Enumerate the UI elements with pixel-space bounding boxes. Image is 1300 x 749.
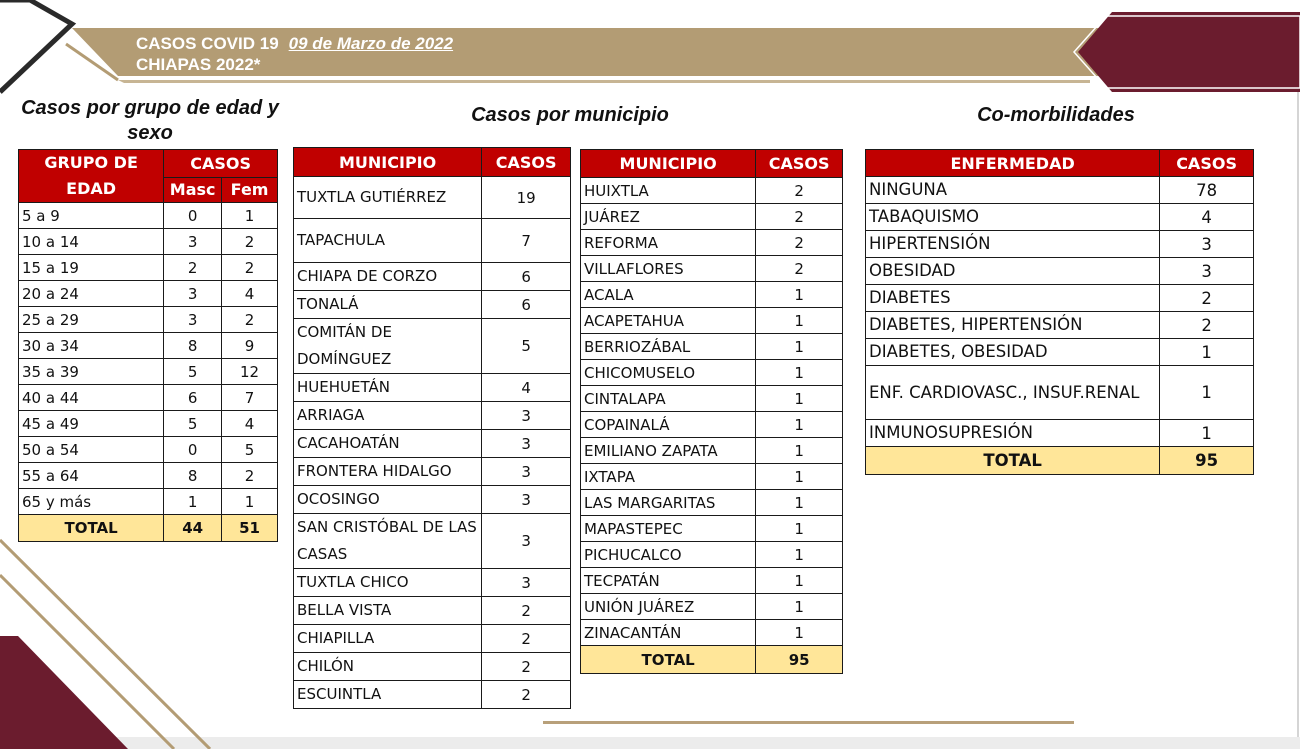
table-row bbox=[19, 255, 278, 281]
table-row bbox=[581, 412, 843, 438]
table-row bbox=[866, 204, 1254, 231]
municipio-cell: ACALA bbox=[581, 282, 756, 308]
masc-cell: 1 bbox=[164, 489, 222, 515]
municipio-cell: OCOSINGO bbox=[294, 486, 482, 514]
casos-cell: 1 bbox=[756, 464, 843, 490]
age-group-cell: 40 a 44 bbox=[19, 385, 164, 411]
table-row bbox=[19, 229, 278, 255]
casos-cell: 3 bbox=[482, 514, 571, 569]
casos-cell: 19 bbox=[482, 177, 571, 219]
age-total-fem: 51 bbox=[222, 515, 278, 542]
municipio-cell: COPAINALÁ bbox=[581, 412, 756, 438]
casos-cell: 6 bbox=[482, 263, 571, 291]
table-row bbox=[294, 374, 571, 402]
age-group-header: GRUPO DE EDAD bbox=[19, 150, 164, 203]
casos-cell: 3 bbox=[482, 486, 571, 514]
table-row bbox=[581, 256, 843, 282]
age-group-cell: 15 a 19 bbox=[19, 255, 164, 281]
fem-cell: 4 bbox=[222, 411, 278, 437]
casos-cell: 1 bbox=[756, 334, 843, 360]
municipio-cell: EMILIANO ZAPATA bbox=[581, 438, 756, 464]
casos-cell: 1 bbox=[756, 412, 843, 438]
fem-cell: 1 bbox=[222, 203, 278, 229]
casos-cell: 1 bbox=[756, 542, 843, 568]
fem-cell: 2 bbox=[222, 307, 278, 333]
page-header bbox=[136, 33, 453, 75]
fem-cell: 1 bbox=[222, 489, 278, 515]
header-subtitle: CHIAPAS 2022* bbox=[136, 55, 261, 74]
age-group-cell: 65 y más bbox=[19, 489, 164, 515]
casos-cell: 1 bbox=[756, 490, 843, 516]
municipio-cell: HUIXTLA bbox=[581, 178, 756, 204]
casos-cell: 1 bbox=[1160, 366, 1254, 420]
municipio-cell: TECPATÁN bbox=[581, 568, 756, 594]
municipio-cell: CHILÓN bbox=[294, 653, 482, 681]
municipio-cell: HUEHUETÁN bbox=[294, 374, 482, 402]
casos-cell: 1 bbox=[756, 620, 843, 646]
fem-cell: 12 bbox=[222, 359, 278, 385]
table-row bbox=[294, 514, 571, 569]
casos-cell: 3 bbox=[482, 569, 571, 597]
table-row bbox=[294, 681, 571, 709]
casos-cell: 3 bbox=[1160, 231, 1254, 258]
casos-cell: 1 bbox=[756, 386, 843, 412]
table-row bbox=[581, 308, 843, 334]
casos-cell: 2 bbox=[756, 256, 843, 282]
comorb-total-row bbox=[866, 447, 1254, 475]
enfermedad-header: ENFERMEDAD bbox=[866, 150, 1160, 177]
municipio-cell: SAN CRISTÓBAL DE LAS CASAS bbox=[294, 514, 482, 569]
fem-cell: 4 bbox=[222, 281, 278, 307]
enfermedad-cell: TABAQUISMO bbox=[866, 204, 1160, 231]
municipio-cell: CHIAPILLA bbox=[294, 625, 482, 653]
table-row bbox=[19, 333, 278, 359]
casos-header: CASOS bbox=[1160, 150, 1254, 177]
municipio-cell: BELLA VISTA bbox=[294, 597, 482, 625]
masc-cell: 8 bbox=[164, 463, 222, 489]
table-row bbox=[19, 489, 278, 515]
table-row bbox=[19, 307, 278, 333]
casos-cell: 1 bbox=[1160, 420, 1254, 447]
header-date: 09 de Marzo de 2022 bbox=[288, 34, 454, 53]
age-group-cell: 35 a 39 bbox=[19, 359, 164, 385]
casos-cell: 1 bbox=[1160, 339, 1254, 366]
enfermedad-cell: DIABETES, OBESIDAD bbox=[866, 339, 1160, 366]
table-row bbox=[294, 291, 571, 319]
municipio-cell: JUÁREZ bbox=[581, 204, 756, 230]
casos-cell: 78 bbox=[1160, 177, 1254, 204]
table-row bbox=[866, 420, 1254, 447]
municipio-cell: ZINACANTÁN bbox=[581, 620, 756, 646]
table-row bbox=[581, 282, 843, 308]
table-row bbox=[294, 177, 571, 219]
casos-cell: 2 bbox=[482, 681, 571, 709]
municipio-cell: CHICOMUSELO bbox=[581, 360, 756, 386]
enfermedad-cell: OBESIDAD bbox=[866, 258, 1160, 285]
table-row bbox=[866, 231, 1254, 258]
casos-cell: 2 bbox=[756, 230, 843, 256]
comorb-total-value: 95 bbox=[1160, 447, 1254, 475]
age-cases-header: CASOS bbox=[164, 150, 278, 178]
table-row bbox=[866, 339, 1254, 366]
masc-cell: 3 bbox=[164, 229, 222, 255]
municipio-cell: CINTALAPA bbox=[581, 386, 756, 412]
casos-cell: 7 bbox=[482, 219, 571, 263]
age-table bbox=[18, 149, 278, 542]
casos-cell: 2 bbox=[756, 204, 843, 230]
table-row bbox=[294, 319, 571, 374]
table-row bbox=[581, 178, 843, 204]
municipio-section-title: Casos por municipio bbox=[471, 104, 669, 126]
municipio-total-row bbox=[581, 646, 843, 674]
municipio-cell: MAPASTEPEC bbox=[581, 516, 756, 542]
age-group-cell: 50 a 54 bbox=[19, 437, 164, 463]
table-row bbox=[294, 653, 571, 681]
masc-header: Masc bbox=[164, 177, 222, 202]
municipio-cell: LAS MARGARITAS bbox=[581, 490, 756, 516]
municipio-cell: TAPACHULA bbox=[294, 219, 482, 263]
header-title: CASOS COVID 19 bbox=[136, 34, 279, 53]
municipio-cell: CHIAPA DE CORZO bbox=[294, 263, 482, 291]
fem-cell: 5 bbox=[222, 437, 278, 463]
casos-cell: 3 bbox=[482, 402, 571, 430]
municipio-cell: TUXTLA GUTIÉRREZ bbox=[294, 177, 482, 219]
casos-cell: 6 bbox=[482, 291, 571, 319]
casos-cell: 1 bbox=[756, 594, 843, 620]
age-group-cell: 30 a 34 bbox=[19, 333, 164, 359]
enfermedad-cell: HIPERTENSIÓN bbox=[866, 231, 1160, 258]
casos-cell: 2 bbox=[482, 625, 571, 653]
enfermedad-cell: INMUNOSUPRESIÓN bbox=[866, 420, 1160, 447]
age-total-label: TOTAL bbox=[19, 515, 164, 542]
age-group-cell: 10 a 14 bbox=[19, 229, 164, 255]
municipio-cell: ARRIAGA bbox=[294, 402, 482, 430]
age-group-cell: 25 a 29 bbox=[19, 307, 164, 333]
table-row bbox=[19, 203, 278, 229]
casos-cell: 3 bbox=[482, 430, 571, 458]
casos-cell: 3 bbox=[1160, 258, 1254, 285]
table-row bbox=[581, 334, 843, 360]
age-group-cell: 45 a 49 bbox=[19, 411, 164, 437]
table-row bbox=[19, 463, 278, 489]
municipio-cell: ACAPETAHUA bbox=[581, 308, 756, 334]
casos-cell: 5 bbox=[482, 319, 571, 374]
comorb-total-label: TOTAL bbox=[866, 447, 1160, 475]
masc-cell: 0 bbox=[164, 203, 222, 229]
table-row bbox=[19, 437, 278, 463]
municipio-header: MUNICIPIO bbox=[294, 148, 482, 177]
casos-cell: 1 bbox=[756, 360, 843, 386]
masc-cell: 8 bbox=[164, 333, 222, 359]
table-row bbox=[581, 386, 843, 412]
table-row bbox=[581, 230, 843, 256]
masc-cell: 5 bbox=[164, 411, 222, 437]
age-total-row bbox=[19, 515, 278, 542]
casos-cell: 2 bbox=[1160, 312, 1254, 339]
municipio-cell: BERRIOZÁBAL bbox=[581, 334, 756, 360]
municipio-cell: PICHUCALCO bbox=[581, 542, 756, 568]
municipio-cell: TUXTLA CHICO bbox=[294, 569, 482, 597]
table-row bbox=[19, 281, 278, 307]
bottom-divider bbox=[543, 721, 1074, 724]
age-total-masc: 44 bbox=[164, 515, 222, 542]
enfermedad-cell: DIABETES, HIPERTENSIÓN bbox=[866, 312, 1160, 339]
casos-cell: 1 bbox=[756, 516, 843, 542]
masc-cell: 3 bbox=[164, 307, 222, 333]
casos-cell: 2 bbox=[482, 597, 571, 625]
casos-cell: 1 bbox=[756, 438, 843, 464]
municipio-cell: REFORMA bbox=[581, 230, 756, 256]
municipio-total-label: TOTAL bbox=[581, 646, 756, 674]
table-row bbox=[19, 359, 278, 385]
table-row bbox=[294, 430, 571, 458]
masc-cell: 3 bbox=[164, 281, 222, 307]
casos-header: CASOS bbox=[756, 150, 843, 178]
age-group-cell: 55 a 64 bbox=[19, 463, 164, 489]
fem-cell: 2 bbox=[222, 463, 278, 489]
table-row bbox=[294, 458, 571, 486]
comorbidities-table bbox=[865, 149, 1254, 475]
table-row bbox=[581, 620, 843, 646]
municipio-cell: CACAHOATÁN bbox=[294, 430, 482, 458]
masc-cell: 2 bbox=[164, 255, 222, 281]
municipio-header: MUNICIPIO bbox=[581, 150, 756, 178]
municipio-cell: FRONTERA HIDALGO bbox=[294, 458, 482, 486]
table-row bbox=[866, 258, 1254, 285]
enfermedad-cell: DIABETES bbox=[866, 285, 1160, 312]
age-group-cell: 5 a 9 bbox=[19, 203, 164, 229]
table-row bbox=[581, 568, 843, 594]
table-row bbox=[866, 366, 1254, 420]
age-group-cell: 20 a 24 bbox=[19, 281, 164, 307]
table-row bbox=[294, 625, 571, 653]
municipio-cell: COMITÁN DE DOMÍNGUEZ bbox=[294, 319, 482, 374]
fem-cell: 7 bbox=[222, 385, 278, 411]
enfermedad-cell: NINGUNA bbox=[866, 177, 1160, 204]
table-row bbox=[581, 542, 843, 568]
table-row bbox=[581, 594, 843, 620]
municipio-cell: ESCUINTLA bbox=[294, 681, 482, 709]
casos-cell: 2 bbox=[482, 653, 571, 681]
table-row bbox=[581, 204, 843, 230]
comorb-section-title: Co-morbilidades bbox=[977, 104, 1135, 126]
municipio-table-1 bbox=[293, 147, 571, 709]
fem-header: Fem bbox=[222, 177, 278, 202]
table-row bbox=[581, 516, 843, 542]
casos-cell: 1 bbox=[756, 568, 843, 594]
table-row bbox=[19, 411, 278, 437]
table-row bbox=[866, 285, 1254, 312]
table-row bbox=[294, 569, 571, 597]
table-row bbox=[294, 402, 571, 430]
table-row bbox=[866, 312, 1254, 339]
casos-cell: 2 bbox=[1160, 285, 1254, 312]
masc-cell: 6 bbox=[164, 385, 222, 411]
municipio-cell: IXTAPA bbox=[581, 464, 756, 490]
table-row bbox=[581, 464, 843, 490]
fem-cell: 2 bbox=[222, 229, 278, 255]
table-row bbox=[294, 486, 571, 514]
municipio-cell: UNIÓN JUÁREZ bbox=[581, 594, 756, 620]
casos-cell: 4 bbox=[482, 374, 571, 402]
municipio-cell: TONALÁ bbox=[294, 291, 482, 319]
table-row bbox=[19, 385, 278, 411]
masc-cell: 5 bbox=[164, 359, 222, 385]
masc-cell: 0 bbox=[164, 437, 222, 463]
casos-cell: 2 bbox=[756, 178, 843, 204]
casos-cell: 3 bbox=[482, 458, 571, 486]
enfermedad-cell: ENF. CARDIOVASC., INSUF.RENAL bbox=[866, 366, 1160, 420]
municipio-table-2 bbox=[580, 149, 843, 674]
table-row bbox=[294, 219, 571, 263]
table-row bbox=[581, 490, 843, 516]
table-row bbox=[294, 263, 571, 291]
table-row bbox=[581, 360, 843, 386]
table-row bbox=[294, 597, 571, 625]
municipio-cell: VILLAFLORES bbox=[581, 256, 756, 282]
fem-cell: 2 bbox=[222, 255, 278, 281]
age-section-title: Casos por grupo de edad y sexo bbox=[21, 97, 279, 144]
fem-cell: 9 bbox=[222, 333, 278, 359]
table-row bbox=[581, 438, 843, 464]
casos-header: CASOS bbox=[482, 148, 571, 177]
municipio-total-value: 95 bbox=[756, 646, 843, 674]
table-row bbox=[866, 177, 1254, 204]
casos-cell: 4 bbox=[1160, 204, 1254, 231]
casos-cell: 1 bbox=[756, 282, 843, 308]
casos-cell: 1 bbox=[756, 308, 843, 334]
